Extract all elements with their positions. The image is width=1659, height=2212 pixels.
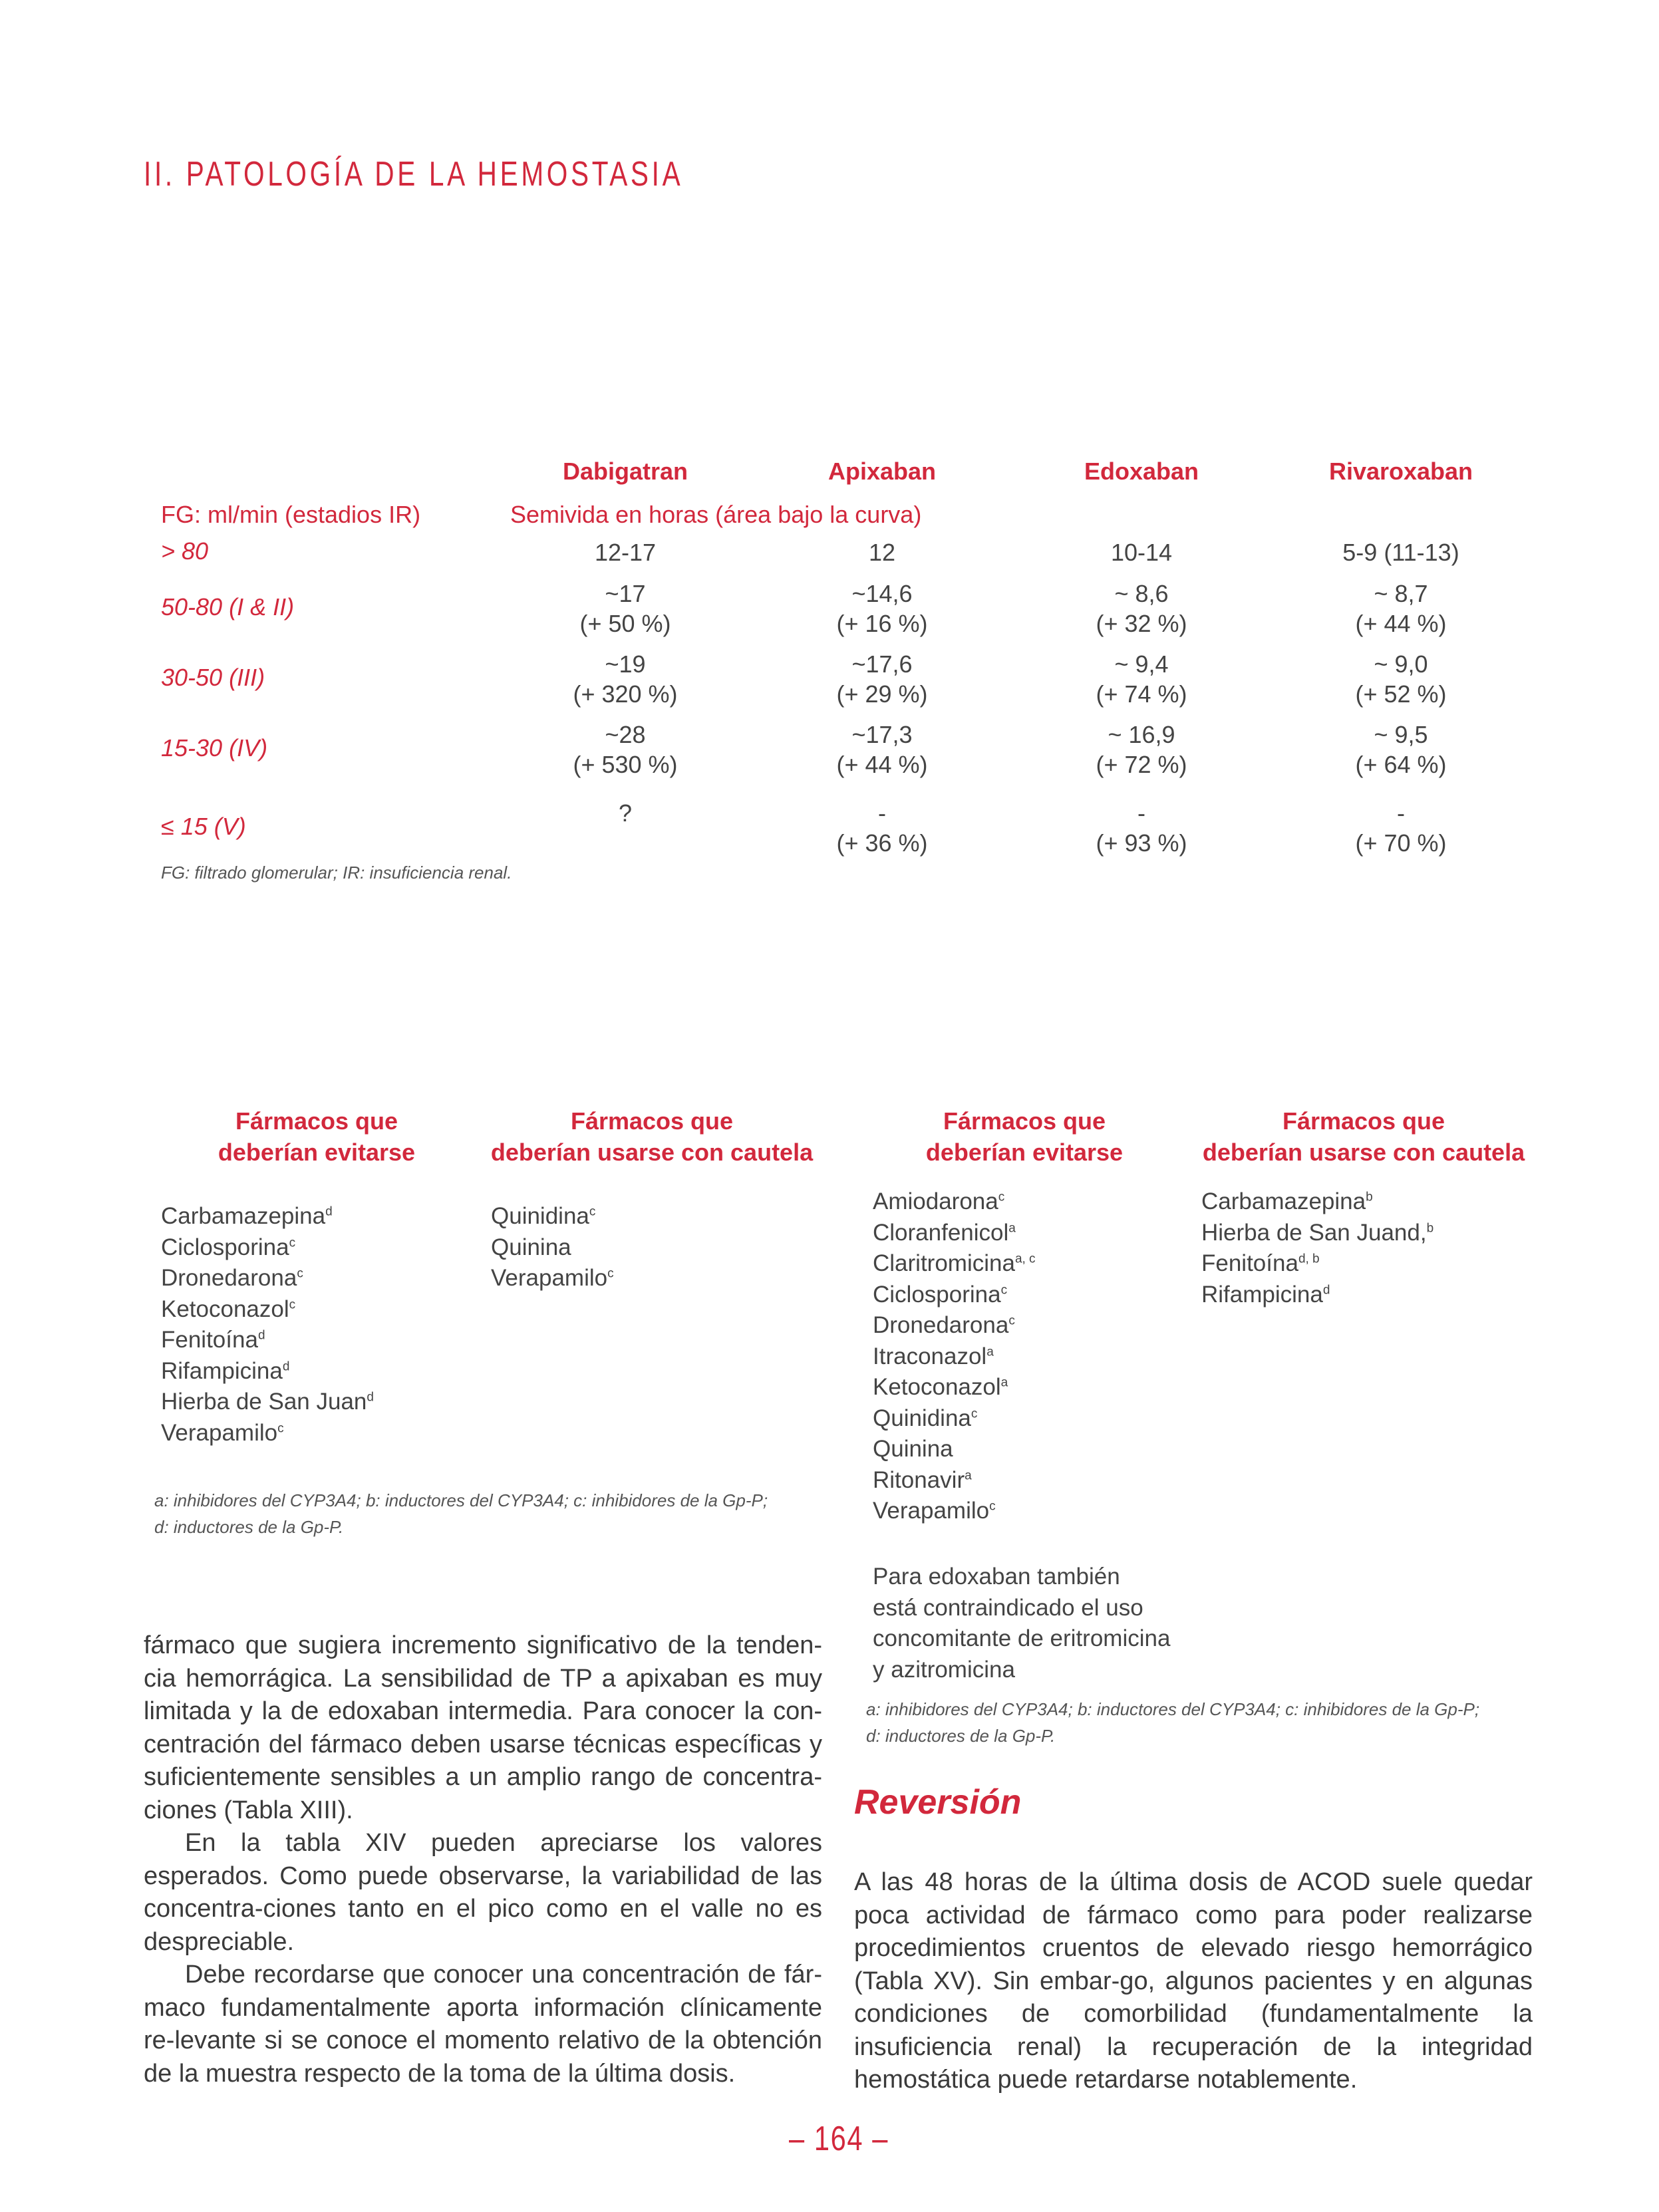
drug-footnote-mark: d — [325, 1204, 333, 1219]
table-cell — [486, 579, 765, 638]
left-caution-list — [491, 1201, 614, 1294]
drug-item — [1201, 1248, 1433, 1280]
col-header-dabigatran: Dabigatran — [562, 458, 688, 485]
table-cell — [486, 537, 765, 567]
table-cell — [1261, 798, 1541, 858]
drug-name: Rifampicina — [161, 1357, 283, 1384]
cell-line: (+ 530 %) — [573, 751, 678, 778]
drug-item — [873, 1310, 1036, 1341]
drug-name: Itraconazol — [873, 1343, 987, 1369]
drug-name: Ketoconazol — [873, 1374, 1001, 1400]
cell-line: ~ 9,0 — [1374, 650, 1428, 678]
drug-name: Claritromicina — [873, 1250, 1015, 1276]
drug-item — [873, 1403, 1036, 1435]
drug-item — [161, 1418, 374, 1449]
drug-footnote-mark: d, b — [1298, 1252, 1320, 1266]
drug-name: Ketoconazol — [161, 1296, 289, 1322]
right-avoid-list — [873, 1186, 1036, 1527]
row-label: 50-80 (I & II) — [161, 593, 295, 621]
drug-name: Carbamazepina — [1201, 1188, 1366, 1214]
drug-name: Quinidina — [873, 1405, 971, 1431]
drug-footnote-mark: c — [277, 1421, 284, 1435]
drug-item — [161, 1325, 374, 1356]
table-cell — [486, 798, 765, 828]
cell-line: (+ 50 %) — [579, 610, 671, 637]
row-label: 15-30 (IV) — [161, 734, 268, 761]
col-header-rivaroxaban: Rivaroxaban — [1328, 458, 1473, 485]
drug-footnote-mark: c — [998, 1190, 1005, 1204]
table-cell — [1002, 579, 1281, 638]
table-cell — [742, 579, 1022, 638]
drug-item — [161, 1201, 374, 1232]
cell-line: (+ 36 %) — [836, 829, 928, 857]
drug-name: Fenitoína — [161, 1327, 258, 1353]
left-avoid-list — [161, 1201, 374, 1449]
drug-item — [873, 1186, 1036, 1218]
drug-item — [491, 1232, 614, 1264]
drug-name: Hierba de San Juand, — [1201, 1219, 1427, 1246]
drug-name: Dronedarona — [873, 1312, 1009, 1338]
cell-line: ~28 — [605, 721, 646, 748]
table-cell — [1002, 649, 1281, 709]
drug-name: Cloranfenicol — [873, 1219, 1009, 1246]
table-cell — [1261, 720, 1541, 779]
col-header-edoxaban: Edoxaban — [1084, 458, 1199, 485]
cell-line: ~19 — [605, 650, 646, 678]
cell-line: (+ 29 %) — [836, 680, 928, 708]
paragraph: fármaco que sugiera incremento significativo de la tenden-cia hemorrágica. La sensibilidad de TP a apixaban es muy limitada y la de edoxaban intermedia. Para conocer la con-centración del fármaco deben usarse técnicas específicas y suficientemente sensibles a un amplio rango de concentra-ciones (Tabla XIII). — [144, 1631, 822, 1824]
cell-line: 5-9 (11-13) — [1342, 539, 1459, 566]
edoxaban-note: Para edoxaban también está contraindicado el uso concomitante de eritromicina y azitromicina — [873, 1564, 1171, 1683]
drug-name: Dronedarona — [161, 1265, 297, 1291]
cell-line: ~ 9,5 — [1374, 721, 1428, 748]
cell-line: ~ 9,4 — [1114, 650, 1169, 678]
drug-item — [161, 1356, 374, 1387]
cell-line: (+ 93 %) — [1096, 829, 1187, 857]
drug-footnote-mark: c — [1008, 1313, 1015, 1328]
drug-footnote-mark: c — [607, 1266, 614, 1281]
table-cell — [742, 798, 1022, 858]
right-caution-header: Fármacos que deberían usarse con cautela — [1202, 1107, 1525, 1166]
drug-name: Verapamilo — [491, 1265, 608, 1291]
drug-footnote-mark: b — [1366, 1190, 1373, 1204]
drug-item — [873, 1496, 1036, 1527]
table-cell — [1002, 537, 1281, 567]
drug-footnote-mark: c — [289, 1297, 296, 1312]
table-cell — [1002, 720, 1281, 779]
left-note: a: inhibidores del CYP3A4; b: inductores del CYP3A4; c: inhibidores de la Gp-P; d: inductores de la Gp-P. — [154, 1490, 768, 1537]
cell-line: 12-17 — [594, 539, 657, 566]
drug-footnote-mark: a — [1008, 1220, 1016, 1235]
drug-item — [161, 1263, 374, 1294]
table-cell — [1002, 798, 1281, 858]
table-cell — [486, 649, 765, 709]
drug-name: Hierba de San Juan — [161, 1389, 367, 1415]
table-cell — [1261, 579, 1541, 638]
cell-line: (+ 64 %) — [1355, 751, 1447, 778]
drug-footnote-mark: c — [589, 1204, 596, 1219]
reversion-paragraph: A las 48 horas de la última dosis de ACOD suele quedar poca actividad de fármaco como para poder realizarse procedimientos cruentos de elevado riesgo hemorrágico (Tabla XV). Sin embar-go, algunos pacientes y en algunas condiciones de comorbilidad (fundamentalmente la insuficiencia renal) la recuperación de la integridad hemostática puede retardarse notablemente. — [854, 1868, 1533, 2094]
drug-name: Quinina — [873, 1436, 953, 1462]
drug-footnote-mark: a — [1000, 1375, 1008, 1390]
drug-footnote-mark: a, c — [1014, 1252, 1036, 1266]
cell-line: 10-14 — [1110, 539, 1173, 566]
cell-line: (+ 74 %) — [1096, 680, 1187, 708]
cell-line: ~ 16,9 — [1108, 721, 1175, 748]
drug-item — [161, 1387, 374, 1418]
row-label: ≤ 15 (V) — [161, 813, 246, 840]
cell-line: ~17,3 — [851, 721, 913, 748]
drug-item — [873, 1341, 1036, 1373]
cell-line: 12 — [868, 539, 896, 566]
body-left-column — [144, 1629, 822, 2090]
left-caution-header: Fármacos que deberían usarse con cautela — [490, 1107, 814, 1166]
drug-footnote-mark: c — [989, 1499, 996, 1514]
drug-name: Amiodarona — [873, 1188, 998, 1214]
row-label: 30-50 (III) — [161, 664, 265, 691]
cell-line: (+ 44 %) — [836, 751, 928, 778]
drug-footnote-mark: d — [367, 1390, 374, 1405]
table-cell — [742, 720, 1022, 779]
drug-name: Rifampicina — [1201, 1281, 1323, 1308]
drug-item — [873, 1280, 1036, 1311]
drug-name: Quinina — [491, 1234, 571, 1260]
drug-item — [1201, 1280, 1433, 1311]
drug-name: Ritonavir — [873, 1466, 965, 1493]
drug-footnote-mark: c — [289, 1235, 296, 1250]
drug-footnote-mark: a — [986, 1344, 994, 1359]
table-cell — [1261, 649, 1541, 709]
cell-line: - — [1397, 799, 1405, 827]
drug-item — [873, 1218, 1036, 1249]
drug-footnote-mark: c — [297, 1266, 303, 1281]
cell-line: (+ 32 %) — [1096, 610, 1187, 637]
table-cell — [742, 649, 1022, 709]
drug-name: Ciclosporina — [161, 1234, 289, 1260]
right-caution-list — [1201, 1186, 1433, 1310]
table-cell — [1261, 537, 1541, 567]
drug-name: Fenitoína — [1201, 1250, 1298, 1276]
drug-item — [161, 1294, 374, 1325]
right-note: a: inhibidores del CYP3A4; b: inductores del CYP3A4; c: inhibidores de la Gp-P; d: inductores de la Gp-P. — [866, 1699, 1480, 1746]
cell-line: (+ 72 %) — [1096, 751, 1187, 778]
drug-footnote-mark: b — [1426, 1220, 1434, 1235]
right-avoid-header: Fármacos que deberían evitarse — [925, 1107, 1124, 1166]
table-cell — [486, 720, 765, 779]
cell-line: (+ 320 %) — [573, 680, 678, 708]
drug-name: Carbamazepina — [161, 1203, 326, 1229]
cell-line: (+ 70 %) — [1355, 829, 1447, 857]
page-number: – 164 – — [789, 2120, 889, 2158]
cell-line: ~17 — [605, 580, 646, 607]
drug-item — [1201, 1186, 1433, 1218]
row-header: FG: ml/min (estadios IR) — [161, 501, 421, 528]
drug-footnote-mark: d — [1322, 1282, 1330, 1297]
drug-footnote-mark: d — [257, 1328, 265, 1343]
cell-line: - — [878, 799, 886, 827]
section-title-reversion: Reversión — [854, 1783, 1022, 1822]
table-footnote: FG: filtrado glomerular; IR: insuficiencia renal. — [161, 863, 512, 883]
cell-line: - — [1137, 799, 1145, 827]
cell-line: ~ 8,6 — [1114, 580, 1169, 607]
drug-item — [873, 1434, 1036, 1465]
cell-line: ~ 8,7 — [1374, 580, 1428, 607]
cell-line: (+ 52 %) — [1355, 680, 1447, 708]
drug-item — [873, 1248, 1036, 1280]
running-header: II. PATOLOGÍA DE LA HEMOSTASIA — [144, 155, 684, 194]
cell-line: ~17,6 — [851, 650, 913, 678]
drug-footnote-mark: d — [282, 1359, 290, 1373]
cell-line: (+ 16 %) — [836, 610, 928, 637]
drug-item — [161, 1232, 374, 1264]
drug-item — [873, 1465, 1036, 1496]
row-label: > 80 — [161, 537, 209, 565]
paragraph: Debe recordarse que conocer una concentración de fár-maco fundamentalmente aporta información clínicamente re-levante si se conoce el momento relativo de la obtención de la muestra respecto de la toma de la última dosis. — [144, 1961, 822, 2088]
left-avoid-header: Fármacos que deberían evitarse — [218, 1107, 416, 1166]
drug-name: Ciclosporina — [873, 1281, 1001, 1308]
cell-line: ~14,6 — [851, 580, 913, 607]
cell-line: (+ 44 %) — [1355, 610, 1447, 637]
sub-header: Semivida en horas (área bajo la curva) — [510, 501, 922, 528]
drug-footnote-mark: c — [1000, 1282, 1008, 1297]
drug-item — [1201, 1218, 1433, 1249]
cell-line: ? — [618, 799, 633, 827]
drug-item — [491, 1201, 614, 1232]
drug-item — [491, 1263, 614, 1294]
drug-name: Verapamilo — [161, 1419, 278, 1446]
col-header-apixaban: Apixaban — [828, 458, 937, 485]
drug-footnote-mark: a — [965, 1468, 972, 1482]
drug-name: Quinidina — [491, 1203, 589, 1229]
drug-item — [873, 1372, 1036, 1403]
table-cell — [742, 537, 1022, 567]
drug-name: Verapamilo — [873, 1498, 990, 1524]
drug-footnote-mark: c — [971, 1406, 978, 1421]
paragraph: En la tabla XIV pueden apreciarse los valores esperados. Como puede observarse, la variabilidad de las concentra-ciones tanto en el pico como en el valle no es despreciable. — [144, 1829, 822, 1956]
